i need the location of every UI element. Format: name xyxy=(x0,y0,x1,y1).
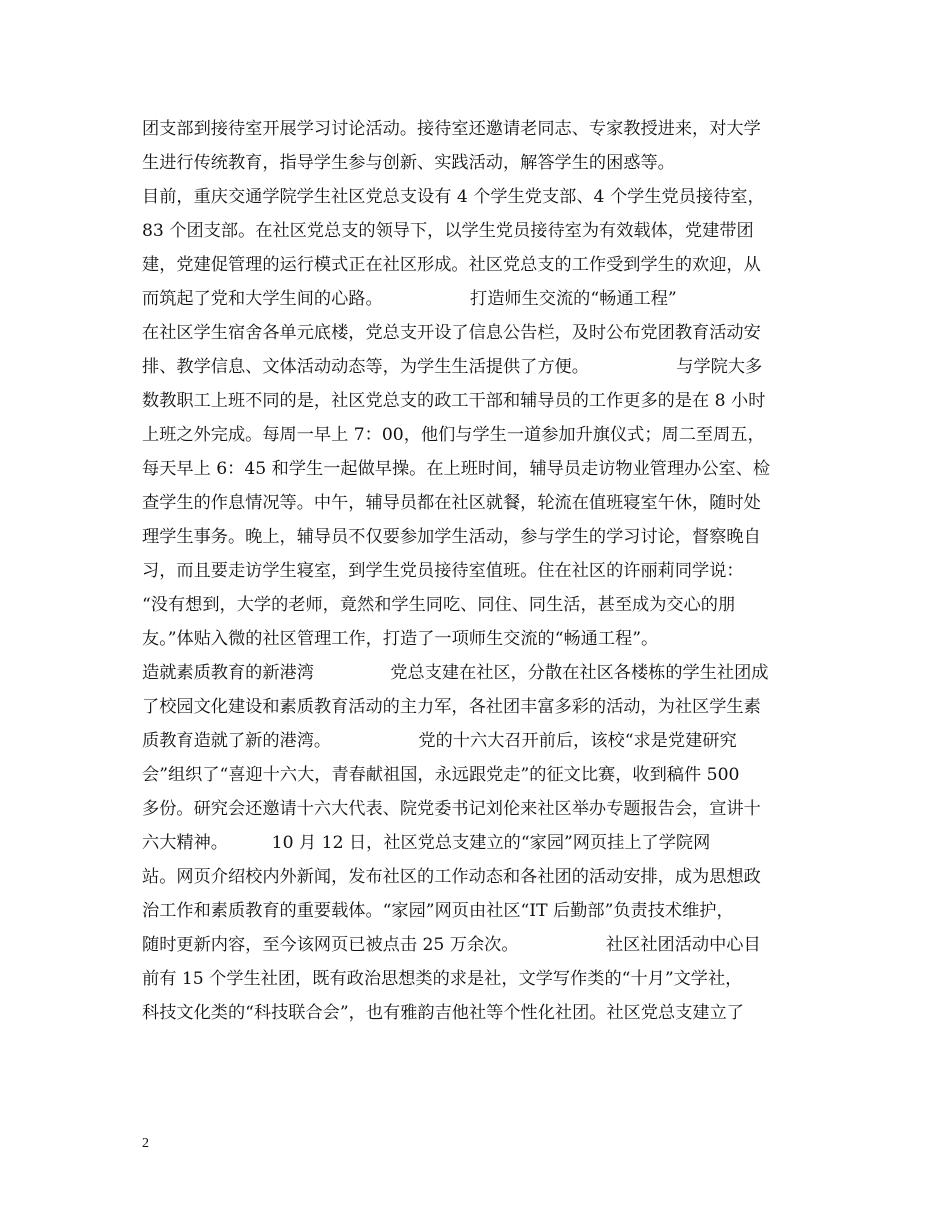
text-line: 生进行传统教育，指导学生参与创新、实践活动，解答学生的困惑等。 xyxy=(142,153,675,173)
text-line: 站。网页介绍校内外新闻，发布社区的工作动态和各社团的活动安排，成为思想政 xyxy=(142,867,761,887)
text-line: “没有想到，大学的老师，竟然和学生同吃、同住、同生活，甚至成为交心的朋 xyxy=(142,595,736,615)
text-line: 每天早上 6：45 和学生一起做早操。在上班时间，辅导员走访物业管理办公室、检 xyxy=(142,459,771,479)
text-line: 习，而且要走访学生寝室，到学生党员接待室值班。住在社区的许丽莉同学说： xyxy=(142,561,744,581)
text-line: 在社区学生宿舍各单元底楼，党总支开设了信息公告栏，及时公布党团教育活动安 xyxy=(142,323,761,343)
text-line: 随时更新内容，至今该网页已被点击 25 万余次。 社区社团活动中心目 xyxy=(142,935,761,955)
text-line: 友。”体贴入微的社区管理工作，打造了一项师生交流的“畅通工程”。 xyxy=(142,629,659,649)
text-line: 而筑起了党和大学生间的心路。 打造师生交流的“畅通工程” xyxy=(142,289,677,309)
text-line: 上班之外完成。每周一早上 7：00，他们与学生一道参加升旗仪式；周二至周五， xyxy=(142,425,765,445)
text-line: 六大精神。 10 月 12 日，社区党总支建立的“家园”网页挂上了学院网 xyxy=(142,833,711,853)
text-line: 了校园文化建设和素质教育活动的主力军，各社团丰富多彩的活动，为社区学生素 xyxy=(142,697,761,717)
text-line: 会”组织了“喜迎十六大，青春献祖国，永远跟党走”的征文比赛，收到稿件 500 xyxy=(142,765,740,785)
text-line: 多份。研究会还邀请十六大代表、院党委书记刘伦来社区举办专题报告会，宣讲十 xyxy=(142,799,761,819)
text-line: 数教职工上班不同的是，社区党总支的政工干部和辅导员的工作更多的是在 8 小时 xyxy=(142,391,766,411)
text-line: 查学生的作息情况等。中午，辅导员都在社区就餐，轮流在值班寝室午休，随时处 xyxy=(142,493,761,513)
text-line: 质教育造就了新的港湾。 党的十六大召开前后，该校“求是党建研究 xyxy=(142,731,737,751)
text-line: 建，党建促管理的运行模式正在社区形成。社区党总支的工作受到学生的欢迎，从 xyxy=(142,255,761,275)
text-line: 团支部到接待室开展学习讨论活动。接待室还邀请老同志、专家教授进来，对大学 xyxy=(142,119,761,139)
text-line: 理学生事务。晚上，辅导员不仅要参加学生活动，参与学生的学习讨论，督察晚自 xyxy=(142,527,761,547)
text-line: 治工作和素质教育的重要载体。“家园”网页由社区“IT 后勤部”负责技术维护， xyxy=(142,901,734,921)
text-line: 目前，重庆交通学院学生社区党总支设有 4 个学生党支部、4 个学生党员接待室， xyxy=(142,187,765,207)
text-line: 前有 15 个学生社团，既有政治思想类的求是社，文学写作类的“十月”文学社， xyxy=(142,969,743,989)
body-text xyxy=(142,112,832,1030)
text-line: 排、教学信息、文体活动动态等，为学生生活提供了方便。 与学院大多 xyxy=(142,357,763,377)
text-line: 造就素质教育的新港湾 党总支建在社区，分散在社区各楼栋的学生社团成 xyxy=(142,663,769,683)
text-line: 科技文化类的“科技联合会”，也有雅韵吉他社等个性化社团。社区党总支建立了 xyxy=(142,1003,744,1023)
text-line: 83 个团支部。在社区党总支的领导下，以学生党员接待室为有效载体，党建带团 xyxy=(142,221,754,241)
page-number: 2 xyxy=(142,1136,149,1151)
